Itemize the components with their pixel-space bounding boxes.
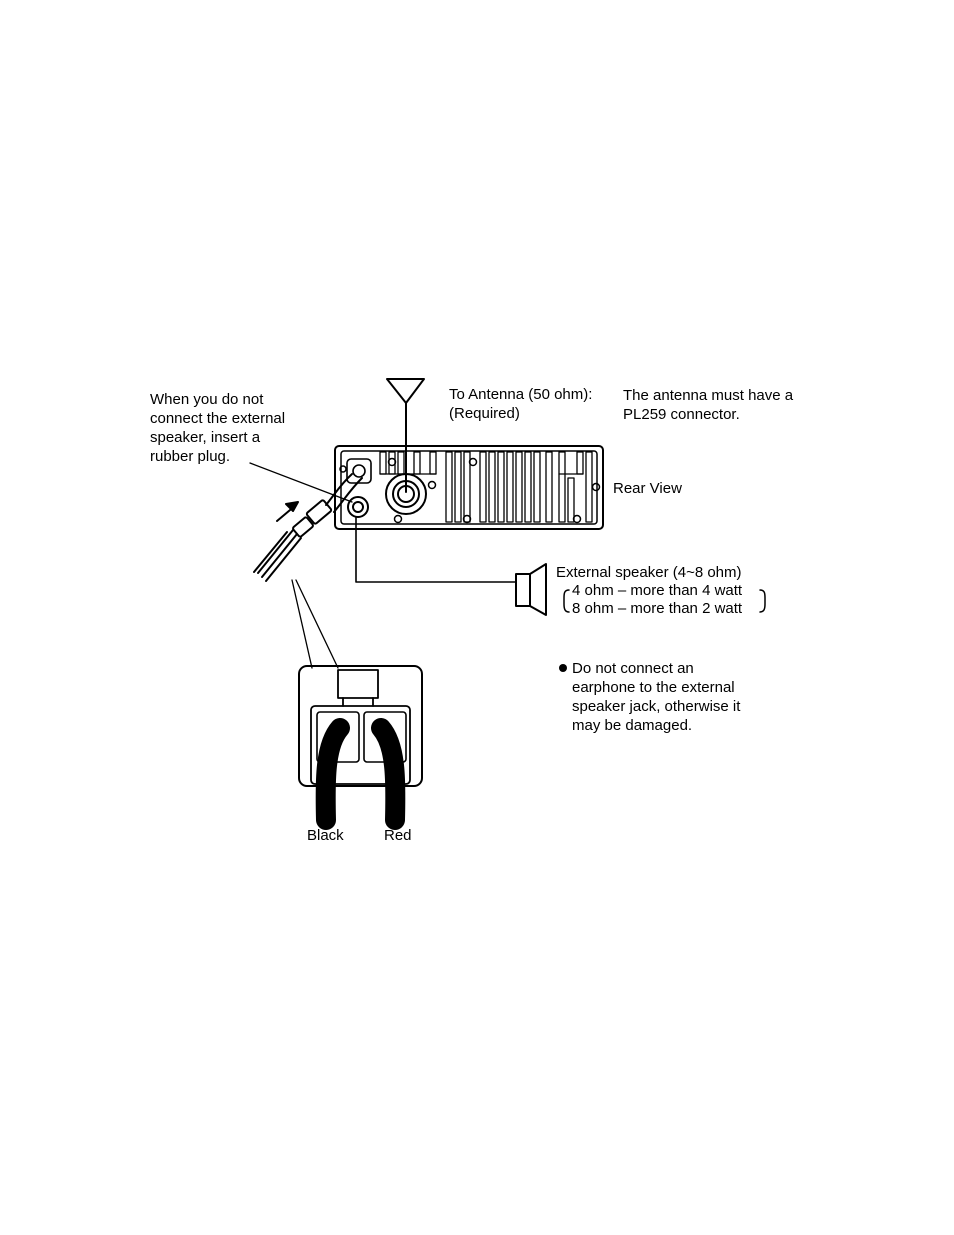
speaker-icon <box>516 564 546 615</box>
red-label: Red <box>384 827 412 844</box>
heat-sink-fins <box>380 452 592 522</box>
black-wire <box>326 728 340 820</box>
speaker-jack <box>348 497 368 517</box>
bullet-icon <box>559 664 567 672</box>
antenna-note: The antenna must have a PL259 connector. <box>623 387 794 423</box>
callout-lines <box>292 580 338 668</box>
rubber-plug-note: When you do not connect the external speaker, insert a rubber plug. <box>150 391 286 465</box>
dc-power-socket <box>347 459 371 483</box>
red-wire <box>381 728 395 820</box>
spec-4ohm: 4 ohm – more than 4 watt <box>572 582 743 599</box>
external-speaker-label: External speaker (4~8 ohm) <box>556 564 742 581</box>
rubber-plug-leader <box>250 463 352 502</box>
speaker-wire <box>356 517 516 582</box>
earphone-warning: Do not connect an earphone to the external speaker jack, otherwise it may be damaged. <box>572 660 741 734</box>
black-label: Black <box>307 827 344 844</box>
connector-closeup <box>299 666 422 820</box>
spec-8ohm: 8 ohm – more than 2 watt <box>572 600 743 617</box>
rear-view-label: Rear View <box>613 480 682 497</box>
radio-rear-panel <box>335 446 603 529</box>
insert-arrow-icon <box>277 502 298 521</box>
antenna-label: To Antenna (50 ohm): (Required) <box>449 386 593 422</box>
antenna-icon <box>387 379 424 492</box>
antenna-connector <box>386 474 426 514</box>
power-cable <box>254 474 362 581</box>
